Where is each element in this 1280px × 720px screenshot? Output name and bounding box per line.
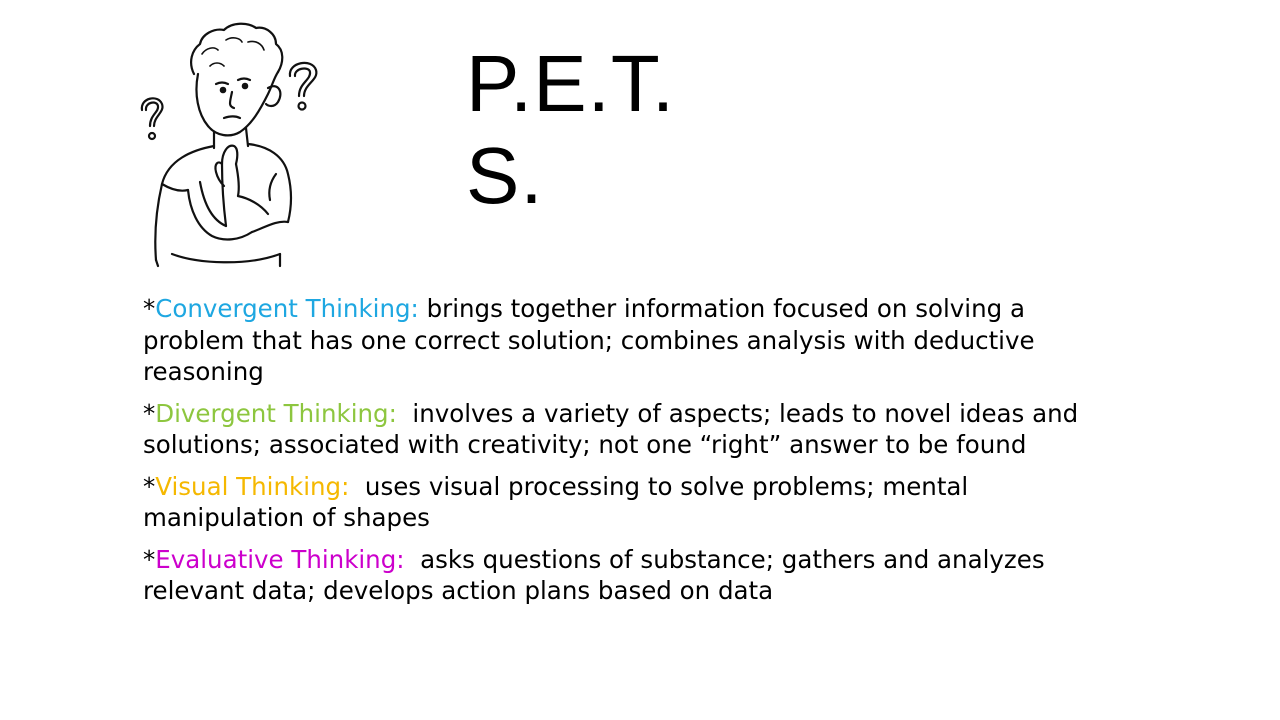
terms-list — [143, 293, 1103, 617]
term-visual-thinking — [143, 471, 1103, 534]
term-name: Convergent Thinking: — [155, 294, 419, 323]
slide-title: P.E.T.S. — [466, 39, 676, 220]
term-description: asks questions of substance; gathers and analyzes relevant data; develops action plans based on data — [143, 544, 1053, 605]
term-marker: * — [143, 544, 156, 574]
term-marker: * — [143, 471, 156, 501]
term-marker: * — [143, 294, 156, 323]
term-description: brings together information focused on solving a problem that has one correct solution; combines analysis with deductive reasoning — [143, 294, 1043, 386]
term-description: involves a variety of aspects; leads to novel ideas and solutions; associated with creativity; not one “right” answer to be found — [143, 398, 1086, 459]
term-divergent-thinking — [143, 398, 1103, 461]
term-convergent-thinking — [143, 293, 1103, 388]
term-name: Evaluative Thinking: — [155, 544, 405, 574]
term-name: Divergent Thinking: — [155, 398, 397, 428]
term-evaluative-thinking — [143, 544, 1103, 607]
thinking-person-with-question-marks-icon — [128, 14, 338, 270]
term-marker: * — [143, 398, 156, 428]
term-name: Visual Thinking: — [155, 471, 350, 501]
term-description: uses visual processing to solve problems; mental manipulation of shapes — [143, 471, 977, 532]
